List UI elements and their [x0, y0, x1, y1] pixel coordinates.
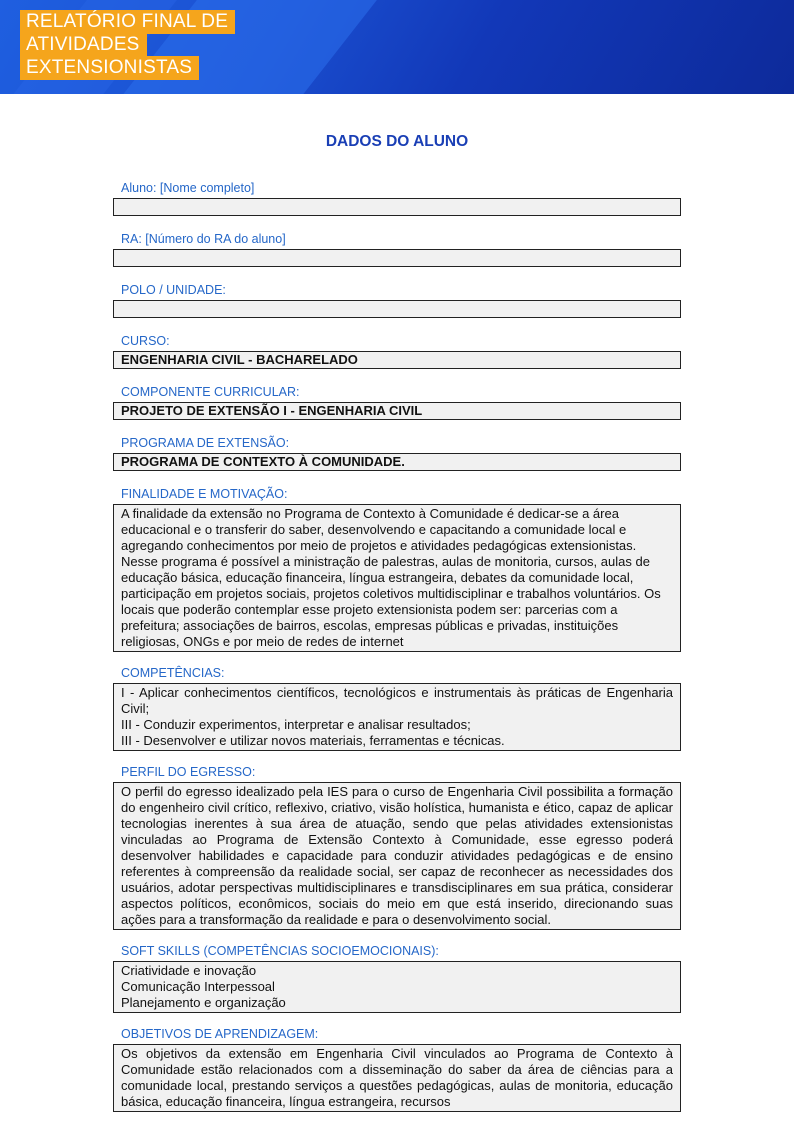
report-title-line: RELATÓRIO FINAL DE [20, 10, 235, 34]
report-title-line: EXTENSIONISTAS [20, 56, 199, 80]
report-title [20, 10, 235, 79]
perfil-field[interactable]: O perfil do egresso idealizado pela IES para o curso de Engenharia Civil possibilita a formação do engenheiro civil crítico, reflexivo, criativo, visão holística, humanista e ético, capaz de aplicar tecnologias inerentes à sua área de atuação, sendo que pelas atividades extensionistas vinculadas ao Programa de Extensão Contexto à Comunidade, esse egresso poderá desenvolver habilidades e capacidade para conduzir atividades pedagógicas e de ensino referentes à compreensão da realidade social, ser capaz de reconhecer as necessidades dos usuários, adotar perspectivas multidisciplinares e transdisciplinares em sua prática, considerar aspectos políticos, econômicos, sociais do meio em que está inserido, direcionando suas ações para a transformação da realidade e para o desenvolvimento social. [113, 782, 681, 930]
curso-label: CURSO: [121, 334, 170, 348]
competencias-label: COMPETÊNCIAS: [121, 666, 225, 680]
programa-field[interactable]: PROGRAMA DE CONTEXTO À COMUNIDADE. [113, 453, 681, 471]
competencia-item: I - Aplicar conhecimentos científicos, tecnológicos e instrumentais às práticas de Engenharia Civil; [121, 685, 673, 716]
soft-skills-field[interactable] [113, 961, 681, 1013]
report-title-line: ATIVIDADES [20, 33, 147, 57]
soft-skill-item: Criatividade e inovação [121, 963, 257, 978]
soft-skill-item: Planejamento e organização [121, 995, 286, 1010]
student-form [113, 181, 681, 1112]
header-banner [0, 0, 794, 94]
ra-field[interactable] [113, 249, 681, 267]
curso-field[interactable]: ENGENHARIA CIVIL - BACHARELADO [113, 351, 681, 369]
finalidade-label: FINALIDADE E MOTIVAÇÃO: [121, 487, 288, 501]
soft-skills-label: SOFT SKILLS (COMPETÊNCIAS SOCIOEMOCIONAIS): [121, 944, 439, 958]
aluno-label: Aluno: [Nome completo] [121, 181, 255, 195]
competencia-item: III - Desenvolver e utilizar novos materiais, ferramentas e técnicas. [121, 733, 505, 748]
competencia-item: III - Conduzir experimentos, interpretar e analisar resultados; [121, 717, 471, 732]
componente-field[interactable]: PROJETO DE EXTENSÃO I - ENGENHARIA CIVIL [113, 402, 681, 420]
perfil-label: PERFIL DO EGRESSO: [121, 765, 256, 779]
objetivos-label: OBJETIVOS DE APRENDIZAGEM: [121, 1027, 319, 1041]
polo-field[interactable] [113, 300, 681, 318]
aluno-field[interactable] [113, 198, 681, 216]
objetivos-field[interactable]: Os objetivos da extensão em Engenharia Civil vinculados ao Programa de Contexto à Comunidade estão relacionados com a disseminação do saber da área de ciências para a comunidade local, prestando serviços a questões pedagógicas, aulas de monitoria, educação básica, educação financeira, língua estrangeira, recursos [113, 1044, 681, 1112]
ra-label: RA: [Número do RA do aluno] [121, 232, 286, 246]
componente-label: COMPONENTE CURRICULAR: [121, 385, 300, 399]
finalidade-field[interactable]: A finalidade da extensão no Programa de Contexto à Comunidade é dedicar-se a área educacional e o transferir do saber, desenvolvendo e capacitando a comunidade local e agregando conhecimentos por meio de projetos e atividades pedagógicas extensionistas. Nesse programa é possível a ministração de palestras, aulas de monitoria, cursos, aulas de educação básica, educação financeira, língua estrangeira, debates da comunidade local, participação em projetos sociais, projetos coletivos multidisciplinar e trabalhos voluntários. Os locais que poderão contemplar esse projeto extensionista podem ser: parcerias com a prefeitura; associações de bairros, escolas, empresas públicas e privadas, instituições religiosas, ONGs e por meio de redes de internet [113, 504, 681, 652]
soft-skill-item: Comunicação Interpessoal [121, 979, 275, 994]
programa-label: PROGRAMA DE EXTENSÃO: [121, 436, 290, 450]
competencias-field[interactable] [113, 683, 681, 751]
page-title: DADOS DO ALUNO [325, 133, 469, 150]
polo-label: POLO / UNIDADE: [121, 283, 226, 297]
